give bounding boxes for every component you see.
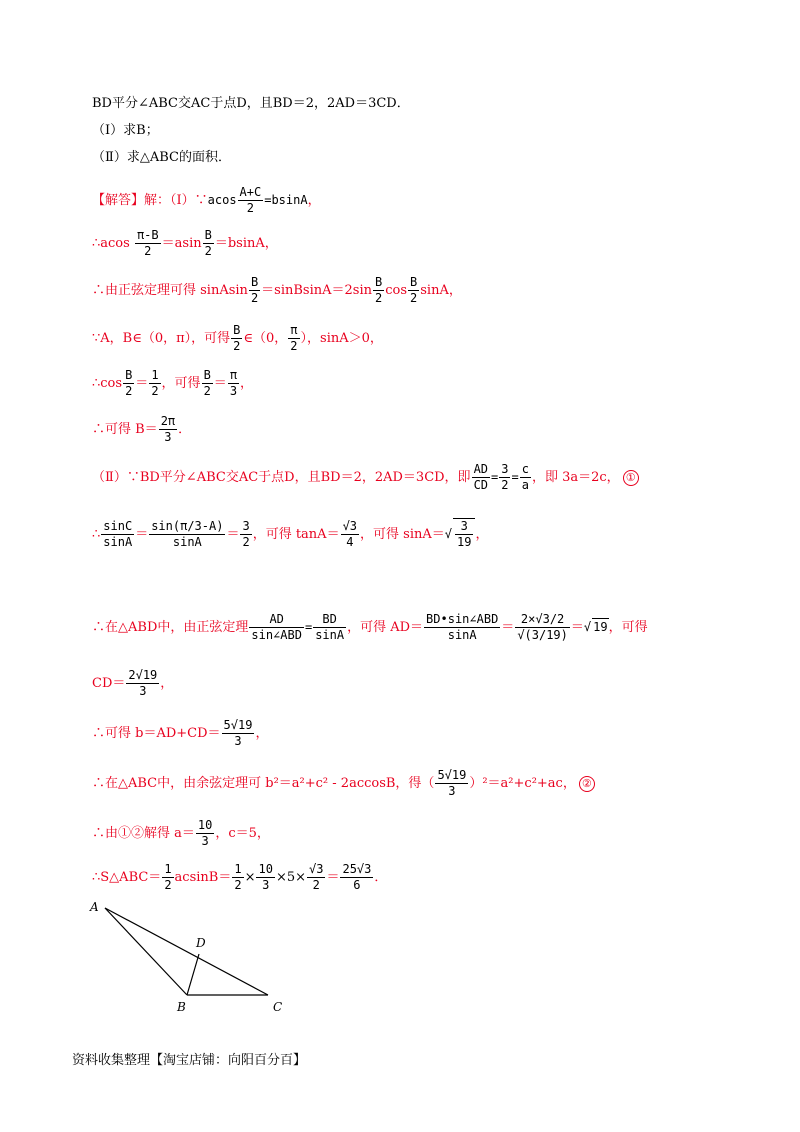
- label-A: A: [90, 900, 99, 914]
- solution-line-4: ∵A，B∈（0，π），可得 $\frac{B}{2}$ ∈（0， $\frac{\pi}{2}$ ），sinA＞0，: [92, 323, 383, 353]
- fraction: $\frac{3}{19}$: [457, 519, 472, 549]
- fraction: $\frac{5√19}{3}$: [437, 768, 467, 798]
- fraction: AD sin∠ABD: [251, 612, 302, 642]
- solution-line-12: ∴在△ABC中，由余弦定理可 b²＝a²+c² - 2accosB，得（ $\frac{5√19}{3}$ ）²＝a²+c²+ac， ②: [92, 768, 595, 799]
- fraction: $\frac{3}{2}$: [242, 519, 250, 549]
- circled-number-1: ①: [623, 470, 639, 486]
- fraction: $\frac{B}{2}$: [410, 275, 418, 305]
- problem-given: BD平分∠ABC交AC于点D，且BD＝2，2AD＝3CD．: [92, 96, 410, 111]
- solution-line-13: ∴由①②解得 a＝ $\frac{10}{3}$ ，c＝5，: [92, 818, 270, 848]
- fraction: $\frac{5√19}{3}$: [223, 718, 253, 748]
- fraction: $\frac{B}{2}$: [375, 275, 383, 305]
- fraction: $\frac{c}{a}$: [521, 462, 529, 492]
- segment-BD: [187, 954, 199, 995]
- fraction: $\frac{10}{3}$: [258, 862, 273, 892]
- sqrt-sign: √: [583, 620, 592, 634]
- fraction: $\frac{\pi}{2}$: [290, 323, 298, 353]
- fraction: $\frac{1}{2}$: [151, 368, 159, 398]
- solution-line-6: ∴可得 B＝ $\frac{2\pi}{3}$ ．: [92, 414, 192, 444]
- fraction: $\frac{\sin C}{\sin A}$: [103, 519, 133, 549]
- fraction: $\frac{2√19}{3}$: [128, 668, 158, 698]
- solution-line-5: ∴cos $\frac{B}{2}$ ＝ $\frac{1}{2}$ ，可得 $\frac{B}{2}$ ＝ $\frac{\pi}{3}$ ，: [92, 368, 254, 398]
- problem-question-1: （Ⅰ）求B；: [92, 123, 159, 138]
- solution-line-7: （Ⅱ）∵BD平分∠ABC交AC于点D，且BD＝2，2AD＝3CD，即 $\frac{AD}{CD}$ = $\frac{3}{2}$ = $\frac{c}{a}$ ，即 3a＝2c， ①: [92, 462, 639, 493]
- fraction: $\frac{B}{2}$: [233, 323, 241, 353]
- solution-line-14: ∴S△ABC＝ $\frac{1}{2}$ acsinB＝ $\frac{1}{2}$ × $\frac{10}{3}$ ×5× $\frac{√3}{2}$ ＝ $\frac{25√3}{6}$ ．: [92, 862, 388, 892]
- solution-header: 【解答】解：（Ⅰ）∵: [92, 193, 208, 208]
- sqrt-sign: √: [444, 527, 452, 541]
- triangle-figure: [85, 895, 295, 1025]
- fraction: $\frac{2\times√3/2}{√(3/19)}$: [517, 612, 568, 642]
- solution-line-1: 【解答】解：（Ⅰ）∵acos $\frac{A+C}{2}$ =bsinA，: [92, 185, 321, 215]
- label-C: C: [273, 1000, 283, 1014]
- fraction: $\frac{A+C}{2}$: [239, 185, 262, 215]
- fraction: $\frac{B}{2}$: [203, 368, 211, 398]
- circled-number-2: ②: [579, 776, 595, 792]
- fraction: $\frac{2\pi}{3}$: [160, 414, 176, 444]
- fraction: $\frac{√3}{2}$: [309, 862, 324, 892]
- solution-line-11: ∴可得 b＝AD+CD＝ $\frac{5√19}{3}$ ，: [92, 718, 269, 748]
- fraction: $\frac{1}{2}$: [164, 862, 172, 892]
- segment-AC: [105, 908, 268, 995]
- page-footer: 资料收集整理【淘宝店铺：向阳百分百】: [72, 1053, 307, 1068]
- fraction: $\frac{B}{2}$: [204, 228, 212, 258]
- sqrt-radicand: [453, 518, 475, 550]
- fraction: $\frac{B}{2}$: [250, 275, 259, 305]
- fraction: $\frac{AD}{CD}$: [473, 462, 489, 492]
- problem-question-2: （Ⅱ）求△ABC的面积．: [92, 150, 231, 165]
- sqrt-radicand: 19: [593, 620, 608, 634]
- fraction: $\frac{1}{2}$: [234, 862, 242, 892]
- fraction: $\frac{25√3}{6}$: [342, 862, 372, 892]
- solution-line-2: ∴acos $\frac{\pi-B}{2}$ ＝asin $\frac{B}{2}$ ＝bsinA，: [92, 228, 278, 258]
- fraction: $\frac{\pi-B}{2}$: [136, 228, 159, 258]
- fraction: $\frac{BD}{\sin A}$: [315, 612, 345, 642]
- solution-line-3: ∴由正弦定理可得 sinAsin $\frac{B}{2}$ ＝sinBsinA＝2sin $\frac{B}{2}$ cos $\frac{B}{2}$ sinA，: [92, 275, 462, 305]
- label-D: D: [196, 936, 206, 950]
- solution-line-8: ∴ $\frac{\sin C}{\sin A}$ ＝ $\frac{\sin(\pi/3-A)}{\sin A}$ ＝ $\frac{3}{2}$ ，可得 tanA＝ $\frac{√3}{4}$ ，可得 sinA＝√ $\frac{3}{19}$ ，: [92, 519, 489, 549]
- fraction: $\frac{10}{3}$: [197, 818, 213, 848]
- fraction: $\frac{B}{2}$: [125, 368, 133, 398]
- solution-line-9: ∴在△ABD中，由正弦定理 AD sin∠ABD = $\frac{BD}{\sin A}$ ，可得 AD＝ BD•sin∠ABD sinA ＝ $\frac{2\times√3/2}{√(3/19)}$ ＝√ 19，可得: [92, 612, 648, 642]
- fraction: $\frac{\sin(\pi/3-A)}{\sin A}$: [151, 519, 224, 549]
- solution-line-10: CD＝ $\frac{2√19}{3}$ ，: [92, 668, 174, 698]
- fraction: $\frac{√3}{4}$: [342, 519, 358, 549]
- label-B: B: [177, 1000, 186, 1014]
- segment-AB: [105, 908, 187, 995]
- fraction: $\frac{3}{2}$: [501, 462, 509, 492]
- fraction: BD•sin∠ABD sinA: [426, 612, 499, 642]
- fraction: $\frac{\pi}{3}$: [229, 368, 238, 398]
